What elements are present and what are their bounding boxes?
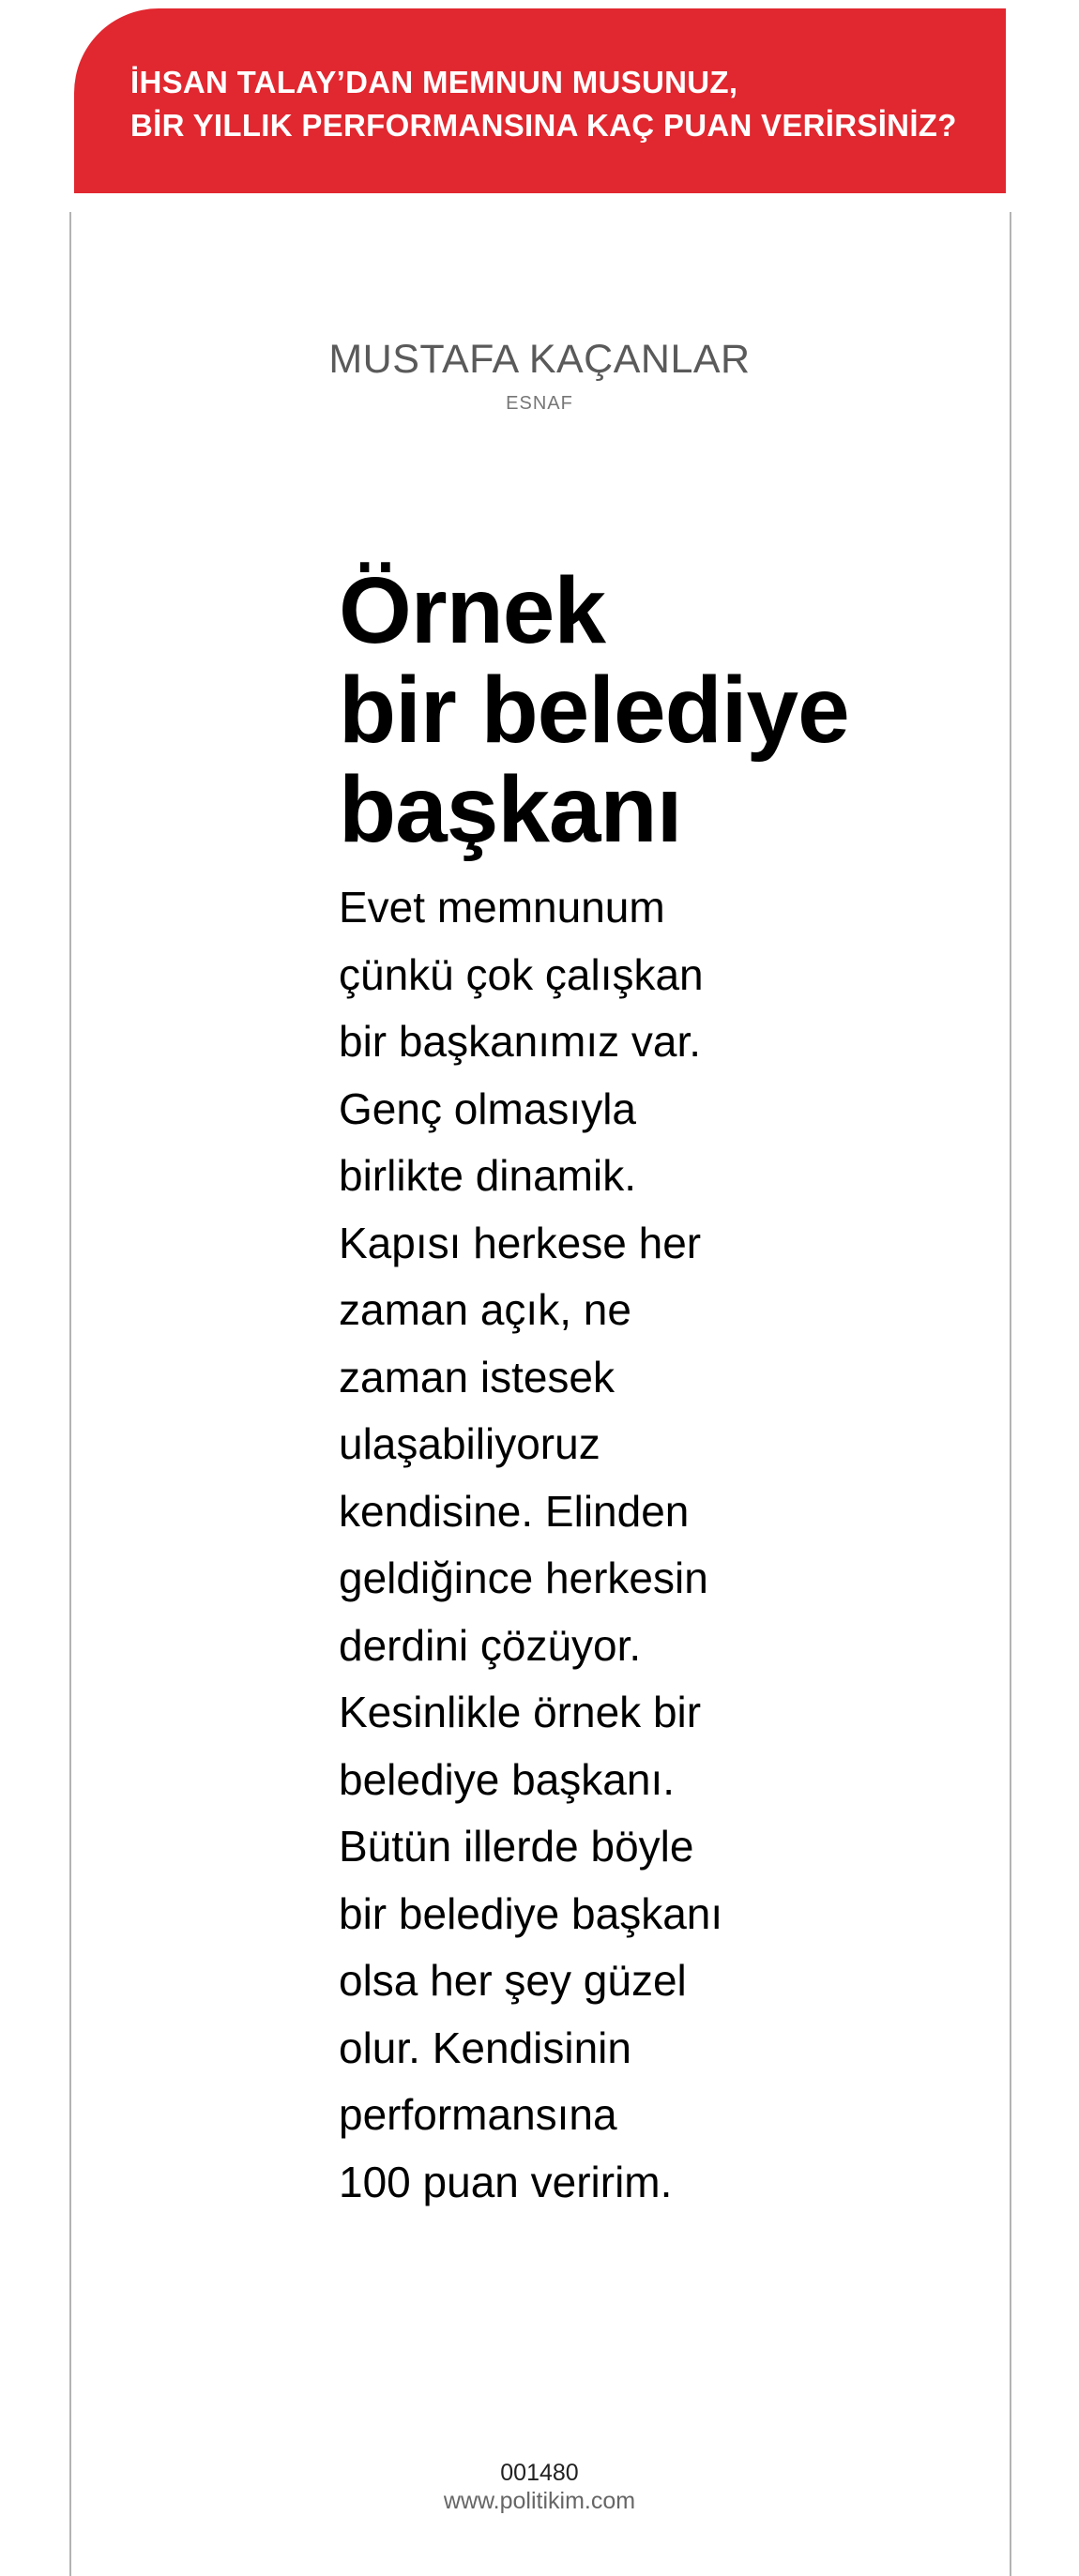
body-line: bir başkanımız var. [339,1017,702,1066]
body-line: geldiğince herkesin [339,1553,708,1602]
headline-line: bir belediye [339,658,849,763]
body-line: Kesinlikle örnek bir [339,1688,702,1736]
body-line: zaman açık, ne [339,1285,631,1334]
headline-banner [74,8,1006,193]
body-line: derdini çözüyor. [339,1620,642,1670]
ad-code: 001480 [500,2460,579,2486]
quote-body [339,874,722,2216]
website-link[interactable]: www.politikim.com [443,2488,636,2514]
body-line: çünkü çok çalışkan [339,949,704,999]
author-name: MUSTAFA KAÇANLAR [328,337,751,382]
quote-headline [339,558,849,862]
frame-right-border [1010,212,1011,2576]
body-line: 100 puan veririm. [339,2157,673,2206]
body-line: birlikte dinamik. [339,1151,636,1200]
body-line: belediye başkanı. [339,1754,676,1804]
body-line: olur. Kendisinin [339,2023,631,2072]
body-line: Evet memnunum [339,883,665,932]
author-occupation: ESNAF [506,393,573,414]
headline-line: Örnek [339,558,606,663]
body-line: ulaşabiliyoruz [339,1419,600,1468]
body-line: performansına [339,2090,617,2139]
frame-left-border [69,212,71,2576]
banner-question-line-1: İHSAN TALAY’DAN MEMNUN MUSUNUZ, [130,65,738,99]
body-line: bir belediye başkanı [339,1888,723,1938]
headline-line: başkanı [339,757,682,862]
body-line: Bütün illerde böyle [339,1822,694,1871]
body-line: Genç olmasıyla [339,1083,637,1133]
banner-question-line-2: BİR YILLIK PERFORMANSINA KAÇ PUAN VERİRSİNİZ? [130,108,957,143]
body-line: kendisine. Elinden [339,1486,690,1536]
body-line: zaman istesek [339,1352,615,1402]
body-line: Kapısı herkese her [339,1218,702,1267]
body-line: olsa her şey güzel [339,1956,687,2005]
